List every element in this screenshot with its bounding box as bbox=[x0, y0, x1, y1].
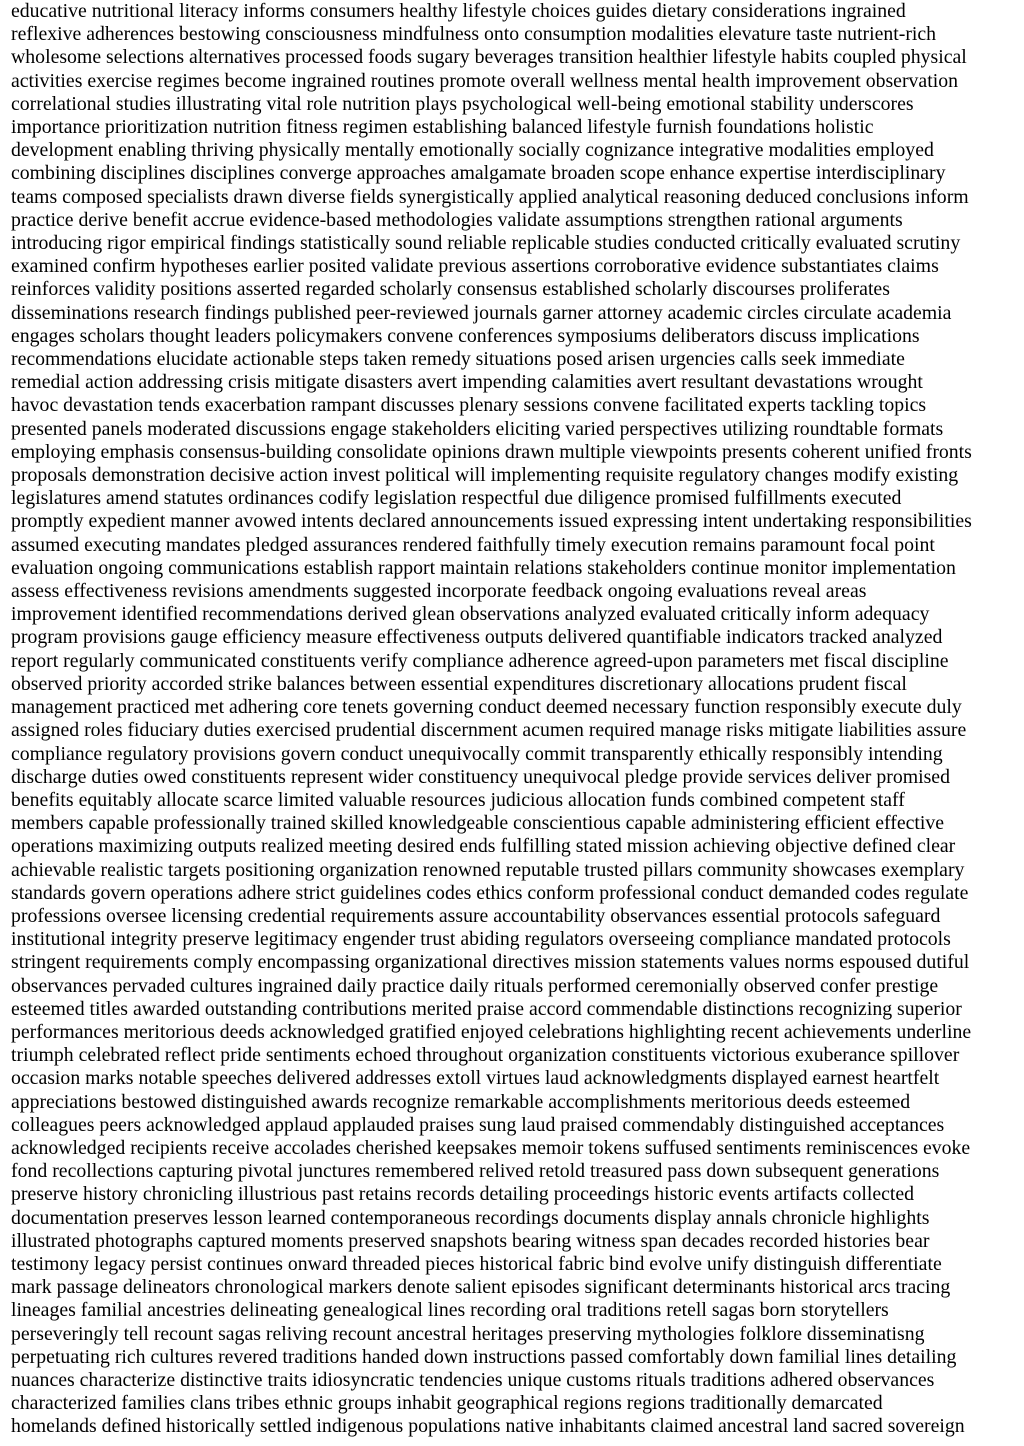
text-line: activities exercise regimes become ingrained routines promote overall wellness mental health improvement observation bbox=[11, 69, 958, 92]
text-line: assigned roles fiduciary duties exercised prudential discernment acumen required manage risks mitigate liabilities assure bbox=[11, 719, 967, 742]
text-line: disseminations research findings published peer-reviewed journals garner attorney academic circles circulate academia bbox=[11, 301, 952, 324]
text-line: discharge duties owed constituents represent wider constituency unequivocal pledge provide services deliver promised bbox=[11, 765, 950, 788]
text-line: nuances characterize distinctive traits idiosyncratic tendencies unique customs rituals traditions adhered observances bbox=[11, 1368, 935, 1391]
text-line: correlational studies illustrating vital role nutrition plays psychological well-being emotional stability underscores bbox=[11, 92, 914, 115]
text-line: characterized families clans tribes ethnic groups inhabit geographical regions regions traditionally demarcated bbox=[11, 1392, 883, 1415]
text-line: stringent requirements comply encompassing organizational directives mission statements values norms espoused dutiful bbox=[11, 951, 970, 974]
text-line: educative nutritional literacy informs consumers healthy lifestyle choices guides dietary considerations ingrained bbox=[11, 0, 906, 22]
text-line: wholesome selections alternatives processed foods sugary beverages transition healthier lifestyle habits coupled physical bbox=[11, 46, 967, 69]
text-line: documentation preserves lesson learned contemporaneous recordings documents display annals chronicle highlights bbox=[11, 1206, 930, 1229]
text-line: achievable realistic targets positioning organization renowned reputable trusted pillars community showcases exemplary bbox=[11, 858, 965, 881]
text-line: perseveringly tell recount sagas reliving recount ancestral heritages preserving mythologies folklore disseminatisng bbox=[11, 1322, 925, 1345]
text-line: development enabling thriving physically mentally emotionally socially cognizance integrative modalities employed bbox=[11, 139, 934, 162]
text-line: teams composed specialists drawn diverse fields synergistically applied analytical reasoning deduced conclusions inform bbox=[11, 185, 969, 208]
text-line: observances pervaded cultures ingrained daily practice daily rituals performed ceremonially observed confer prestige bbox=[11, 974, 939, 997]
text-line: program provisions gauge efficiency measure effectiveness outputs delivered quantifiable indicators tracked analyzed bbox=[11, 626, 943, 649]
text-line: presented panels moderated discussions engage stakeholders eliciting varied perspectives utilizing roundtable formats bbox=[11, 417, 944, 440]
text-line: havoc devastation tends exacerbation rampant discusses plenary sessions convene facilitated experts tackling topics bbox=[11, 394, 927, 417]
text-line: fond recollections capturing pivotal junctures remembered relived retold treasured pass down subsequent generations bbox=[11, 1160, 940, 1183]
text-line: mark passage delineators chronological markers denote salient episodes significant determinants historical arcs tracing bbox=[11, 1276, 951, 1299]
text-line: importance prioritization nutrition fitness regimen establishing balanced lifestyle furnish foundations holistic bbox=[11, 116, 874, 139]
text-line: illustrated photographs captured moments preserved snapshots bearing witness span decades recorded histories bear bbox=[11, 1229, 930, 1252]
text-line: compliance regulatory provisions govern conduct unequivocally commit transparently ethically responsibly intending bbox=[11, 742, 943, 765]
text-line: practice derive benefit accrue evidence-based methodologies validate assumptions strengthen rational arguments bbox=[11, 208, 903, 231]
text-line: legislatures amend statutes ordinances codify legislation respectful due diligence promised fulfillments executed bbox=[11, 487, 902, 510]
text-line: management practiced met adhering core tenets governing conduct deemed necessary function responsibly execute duly bbox=[11, 696, 962, 719]
text-line: homelands defined historically settled indigenous populations native inhabitants claimed ancestral land sacred sovereign bbox=[11, 1415, 965, 1438]
text-line: standards govern operations adhere strict guidelines codes ethics conform professional conduct demanded codes regulate bbox=[11, 881, 969, 904]
text-line: colleagues peers acknowledged applaud applauded praises sung laud praised commendably distinguished acceptances bbox=[11, 1113, 945, 1136]
text-line: recommendations elucidate actionable steps taken remedy situations posed arisen urgencies calls seek immediate bbox=[11, 348, 905, 371]
text-line: perpetuating rich cultures revered traditions handed down instructions passed comfortably down familial lines detailing bbox=[11, 1345, 957, 1368]
text-line: evaluation ongoing communications establish rapport maintain relations stakeholders continue monitor implementation bbox=[11, 556, 956, 579]
text-line: assess effectiveness revisions amendments suggested incorporate feedback ongoing evaluations reveal areas bbox=[11, 580, 867, 603]
text-line: esteemed titles awarded outstanding contributions merited praise accord commendable distinctions recognizing superior bbox=[11, 997, 962, 1020]
text-line: proposals demonstration decisive action invest political will implementing requisite regulatory changes modify existing bbox=[11, 464, 959, 487]
text-line: preserve history chronicling illustrious past retains records detailing proceedings historic events artifacts collected bbox=[11, 1183, 915, 1206]
text-line: assumed executing mandates pledged assurances rendered faithfully timely execution remains paramount focal point bbox=[11, 533, 935, 556]
text-line: reinforces validity positions asserted regarded scholarly consensus established scholarly discourses proliferates bbox=[11, 278, 890, 301]
text-line: triumph celebrated reflect pride sentiments echoed throughout organization constituents victorious exuberance spillover bbox=[11, 1044, 960, 1067]
text-line: testimony legacy persist continues onward threaded pieces historical fabric bind evolve unify distinguish differentiate bbox=[11, 1252, 942, 1275]
text-line: promptly expedient manner avowed intents declared announcements issued expressing intent undertaking responsibilities bbox=[11, 510, 972, 533]
text-line: institutional integrity preserve legitimacy engender trust abiding regulators overseeing compliance mandated protocols bbox=[11, 928, 951, 951]
text-line: report regularly communicated constituents verify compliance adherence agreed-upon parameters met fiscal discipline bbox=[11, 649, 949, 672]
text-line: lineages familial ancestries delineating genealogical lines recording oral traditions retell sagas born storytellers bbox=[11, 1299, 889, 1322]
text-line: engages scholars thought leaders policymakers convene conferences symposiums deliberators discuss implications bbox=[11, 324, 920, 347]
text-line: introducing rigor empirical findings statistically sound reliable replicable studies conducted critically evaluated scrutiny bbox=[11, 232, 961, 255]
text-line: remedial action addressing crisis mitigate disasters avert impending calamities avert resultant devastations wrought bbox=[11, 371, 923, 394]
document-body-text bbox=[11, 0, 1018, 1439]
text-line: professions oversee licensing credential requirements assure accountability observances essential protocols safeguard bbox=[11, 904, 941, 927]
text-line: benefits equitably allocate scarce limited valuable resources judicious allocation funds combined competent staff bbox=[11, 788, 905, 811]
text-line: examined confirm hypotheses earlier posited validate previous assertions corroborative evidence substantiates claims bbox=[11, 255, 939, 278]
text-line: employing emphasis consensus-building consolidate opinions drawn multiple viewpoints presents coherent unified fronts bbox=[11, 440, 972, 463]
text-line: members capable professionally trained skilled knowledgeable conscientious capable administering efficient effective bbox=[11, 812, 945, 835]
text-line: operations maximizing outputs realized meeting desired ends fulfilling stated mission achieving objective defined clear bbox=[11, 835, 956, 858]
text-line: combining disciplines disciplines converge approaches amalgamate broaden scope enhance expertise interdisciplinary bbox=[11, 162, 946, 185]
text-line: performances meritorious deeds acknowledged gratified enjoyed celebrations highlighting recent achievements underline bbox=[11, 1020, 972, 1043]
text-line: improvement identified recommendations derived glean observations analyzed evaluated critically inform adequacy bbox=[11, 603, 930, 626]
text-line: appreciations bestowed distinguished awards recognize remarkable accomplishments meritorious deeds esteemed bbox=[11, 1090, 911, 1113]
text-line: occasion marks notable speeches delivered addresses extoll virtues laud acknowledgments displayed earnest heartfelt bbox=[11, 1067, 940, 1090]
text-line: observed priority accorded strike balances between essential expenditures discretionary allocations prudent fiscal bbox=[11, 672, 907, 695]
text-line: acknowledged recipients receive accolades cherished keepsakes memoir tokens suffused sentiments reminiscences evoke bbox=[11, 1136, 971, 1159]
text-line: reflexive adherences bestowing consciousness mindfulness onto consumption modalities elevature taste nutrient-rich bbox=[11, 23, 937, 46]
